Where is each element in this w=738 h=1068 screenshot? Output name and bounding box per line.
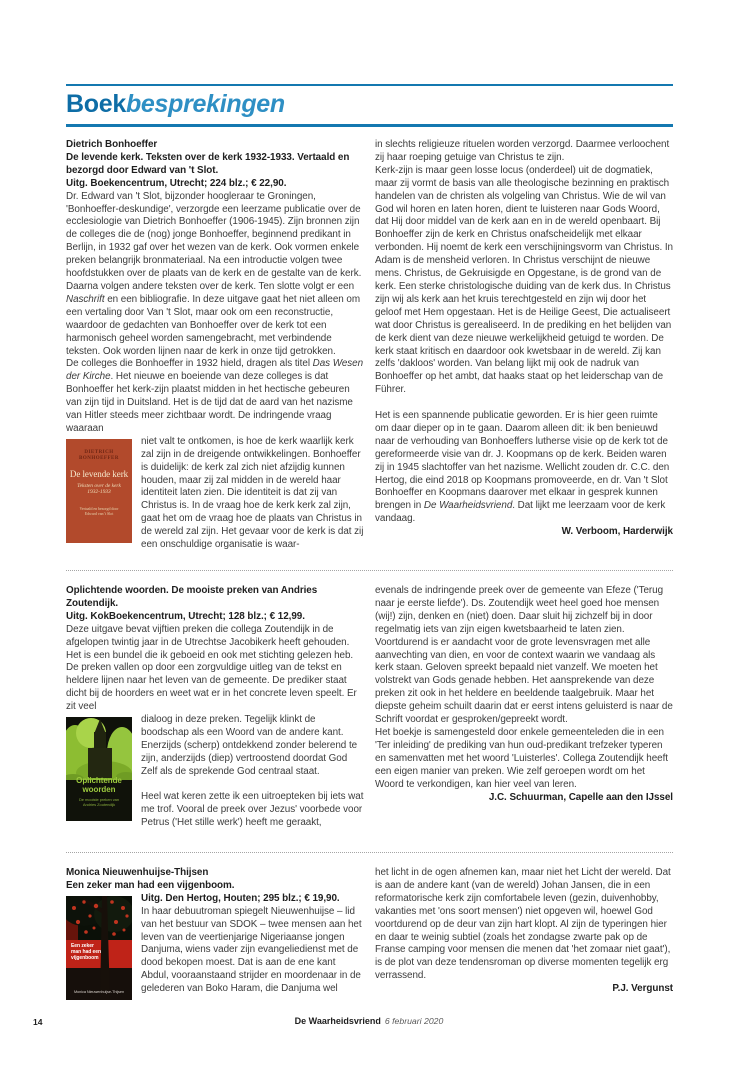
review-paragraph: niet valt te ontkomen, is hoe de kerk waarlijk kerk zal zijn in de dreigende ontwikkelingen. Bonhoeffer is duidelijk: de kerk zal zich niet afzijdig kunnen houden, maar zij zal midden in de wereld haar identiteit laten zien. Die identiteit is dat zij van Christus is. In de vraag hoe de kerk kerk zal zijn, gaat het om de vraag hoe de plaats van Christus in de wereld zal zijn. Het gevaar voor de kerk is dat zij een onschuldige organisatie is waar- (141, 435, 364, 551)
review-column-right (375, 867, 673, 1005)
page-content (66, 84, 673, 1005)
dotted-separator (66, 852, 673, 853)
reviewer-signature: P.J. Vergunst (612, 983, 673, 995)
review-zoutendijk (66, 585, 673, 839)
review-heading-line: De levende kerk. Teksten over de kerk 1932-1933. Vertaald en bezorgd door Edward van 't Slot. (66, 151, 350, 176)
cover-title: Oplichtende woorden (76, 776, 122, 794)
cover-title: Een zeker man had een vijgenboom (71, 942, 102, 961)
book-cover-de-levende-kerk (66, 439, 132, 543)
review-heading-line: Oplichtende woorden. De mooiste preken van Andries Zoutendijk. (66, 585, 318, 609)
review-column-left (66, 867, 364, 1005)
cover-title: De levende kerk (69, 468, 129, 479)
cover-text-block (66, 777, 132, 807)
review-paragraph: in slechts religieuze rituelen worden verzorgd. Daarmee verloochent zij haar roeping getuige van Christus te zijn. (375, 139, 670, 163)
issue-date: 6 februari 2020 (384, 1016, 444, 1026)
paragraph-gap (375, 397, 673, 410)
page-title-bold: Boek (66, 90, 126, 118)
reviewer-signature: J.C. Schuurman, Capelle aan den IJssel (488, 791, 673, 803)
cover-subtitle: De mooiste preken van Andries Zoutendijk (78, 797, 120, 808)
review-paragraph: dialoog in deze preken. Tegelijk klinkt de boodschap als een Woord van de andere kant. Enerzijds (scherp) ontdekkend zonder belerend te zijn, anderzijds (diep) vertroostend doordat God Zelf als de sprekende God centraal staat. (141, 714, 358, 777)
review-column-right (375, 585, 673, 839)
review-column-left (66, 139, 364, 557)
review-paragraph: De colleges die Bonhoeffer in 1932 hield, dragen als titel Das Wesen der Kirche. Het nieuwe en boeiende van deze colleges is dat Bonhoeffer het kerk-zijn plaatst midden in het hectische gebeuren van zijn tijd in Duitsland. Het is de tijd dat de aard van het nazisme van Hitler steeds meer zichtbaar wordt. De indringende vraag waaraan (66, 358, 364, 434)
review-bonhoeffer (66, 139, 673, 557)
review-paragraph: Heel wat keren zette ik een uitroepteken bij iets wat me trof. Vooral de preek over Jezus' voorbede voor Petrus ('Het stille werk') heeft me geraakt, (141, 791, 364, 829)
review-paragraph: Kerk-zijn is maar geen losse locus (onderdeel) uit de dogmatiek, maar zij vormt de basis van alle theologische bezinning en praktisch handelen van de christen als volgeling van Christus. Wie de wil van God wil horen en laten horen, dient te luisteren naar Gods Woord, dat Hij door middel van de kerk aan en in de wereld openbaart. Bij Bonhoeffer zijn de kerk en Christus onafscheidelijk met elkaar verbonden. Hij noemt de kerk een verschijningsvorm van Christus. In Adam is de mensheid verloren. In Christus verschijnt de nieuwe mens. Christus, de Gekruisigde en Opgestane, is de grond van de kerk. Een sterke christologische duiding van de kerk dus. In Christus zijn wij als kerk aan het kruis terechtgesteld en zijn wij door het geloof met Hem opgestaan. Het is de Heilige Geest, Die actualiseert wat door Christus is gerealiseerd. In de prediking en het belijden van de kerk dient van deze nieuwe werkelijkheid getuigd te worden. De kerk staat kritisch en daardoor ook kwetsbaar in de wereld. Zij kan zelfs 'dakloos' worden. Van belang lijkt mij ook de nadruk van Bonhoeffer op het ambt, dat haaks staat op het leiderschap van de Führer. (375, 164, 673, 396)
review-vijgenboom (66, 867, 673, 1005)
page-title (66, 91, 673, 118)
book-cover-vijgenboom (66, 896, 132, 1000)
cover-author-name: Monica Nieuwenhuijse-Thijsen (73, 989, 125, 994)
review-paragraph: Het boekje is samengesteld door enkele gemeenteleden die in een 'Ter inleiding' de prediking van hun oud-predikant trefzeker typeren en samenvatten met het woord 'Luisterles'. Collega Zoutendijk heeft een eigen manier van preken. Wie zelf geroepen wordt om het Woord te verkondigen, kan hier veel van leren. (375, 726, 668, 790)
page-footer (0, 1016, 738, 1036)
review-heading-line: Uitg. Den Hertog, Houten; 295 blz.; € 19,90. (141, 892, 340, 904)
review-heading-line: Monica Nieuwenhuijse-Thijsen (66, 867, 209, 878)
review-paragraph: In haar debuutroman spiegelt Nieuwenhuijse – lid van het bestuur van SDOK – twee mensen aan het leven van de veertienjarige Nigeriaanse jongen Danjuma, wiens vader zijn evangeliedienst met de dood bekopen moest. Dat is aan de ene kant Abdul, vooraanstaand strijder en moordenaar in de gelederen van Boko Haram, die Danjuma wel (141, 905, 362, 995)
dotted-separator (66, 570, 673, 571)
review-paragraph: Dr. Edward van 't Slot, bijzonder hoogleraar te Groningen, 'Bonhoeffer-deskundige', verzorgde een leerzame publicatie over de ecclesiologie van Dietrich Bonhoeffer (1906-1945). Zijn bronnen zijn de colleges die de (nog) jonge Bonhoeffer, beginnend predikant in Berlijn, in 1932 gaf over het wezen van de kerk. Ook vormen enkele preken belangrijk bronmateriaal. Na een introductie volgen twee hoofdstukken over de plaats van de kerk en de gestalte van de kerk. Daarna volgen andere teksten over de kerk. Ten slotte volgt er een Naschrift en een bibliografie. In deze uitgave gaat het niet alleen om een vertaling door Van 't Slot, maar ook om een reconstructie, waardoor de gedachten van Bonhoeffer over de kerk tot een harmonisch geheel worden samengebracht, met verbindende teksten. Ook worden lijnen naar de kerk in onze tijd getrokken. (66, 190, 362, 357)
review-heading-line: Uitg. Boekencentrum, Utrecht; 224 blz.; € 22,90. (66, 177, 287, 189)
review-paragraph: het licht in de ogen afnemen kan, maar niet het Licht der wereld. Dat is aan de andere kant (van de wereld) Johan Jansen, die in een reformatorische kerk zijn comfortabele leven (gezin, duivenhobby, vakanties met 'ons soort mensen') niet opgeven wil, hoewel God voortdurend op de deur van zijn hart klopt. Al zijn de typeringen hier en daar te weinig subtiel (zoals het zondagse zwarte pak op de Franse camping voor mensen die menen dat 'het zomaar niet gaat'), is de plot van deze tendensroman op diverse momenten tegelijk erg verrassend. (375, 867, 671, 982)
cover-translator-note: Vertaald en bezorgd door Edward van 't Slot (79, 505, 119, 517)
review-heading-line: Dietrich Bonhoeffer (66, 139, 158, 150)
page-number: 14 (33, 1017, 43, 1027)
section-masthead (66, 84, 673, 127)
review-column-left (66, 585, 364, 839)
publication-name: De Waarheidsvriend (294, 1016, 381, 1026)
footer-center (0, 1016, 738, 1026)
church-tower-silhouette (94, 732, 106, 750)
review-paragraph: Deze uitgave bevat vijftien preken die collega Zoutendijk in de afgelopen twintig jaar in de Utrechtse Jacobikerk heeft gehouden. Het is een bundel die ik geboeid en ook met stichting gelezen heb. De preken vallen op door een zorgvuldige uitleg van de tekst en heldere lijnen naar het leven van de gemeente. De prediker staat dicht bij de hoorders en weet wat er in het concrete leven speelt. Er zit veel (66, 623, 357, 713)
review-paragraph: evenals de indringende preek over de gemeente van Efeze ('Terug naar je eerste liefde'). Ds. Zoutendijk weet heel goed hoe mensen (wij!) zijn, denken en (niet) doen. Daar sluit hij zichzelf bij in door regelmatig iets van zijn eigen kwetsbaarheid te laten zien. Voortdurend is er aandacht voor de grote levensvragen met alle aanvechting van dien, en voor de context waarin we vandaag als kerk staan. Geloven spreekt bepaald niet vanzelf. We moeten het volstrekt van Gods genade hebben. Het aansprekende van deze preken zit ook in het heldere en beeldende taalgebruik. Maar het diepste geheim schuilt daarin dat er eerst intens geluisterd is naar de Schrift voordat er gesproken/gepreekt wordt. (375, 585, 673, 726)
reviewer-signature: W. Verboom, Harderwijk (561, 526, 673, 538)
cover-author-name: DIETRICH BONHOEFFER (78, 449, 119, 461)
masthead-rule-top (66, 84, 673, 86)
cover-subtitle: Teksten over de kerk 1932-1933 (77, 482, 121, 496)
page-title-italic: besprekingen (125, 90, 285, 118)
review-heading-line: Uitg. KokBoekencentrum, Utrecht; 128 blz.; € 12,99. (66, 610, 305, 622)
masthead-rule-bottom (66, 124, 673, 127)
review-paragraph: Het is een spannende publicatie geworden. Er is hier geen ruimte om daar dieper op in te gaan. Daarom alleen dit: ik ben benieuwd naar de verhouding van Bonhoeffers lutherse visie op de kerk tot de gereformeerde visie van dr. J. Koopmans op de kerk. Beiden waren zij in 1945 slachtoffer van het nazisme. Wellicht zouden dr. C.C. den Hertog, die eind 2018 op Koopmans promoveerde, en dr. Van 't Slot Bonhoeffer en Koopmans daarover met elkaar in gesprek kunnen brengen in De Waarheidsvriend. Dat lijkt me leerzaam voor de kerk vandaag. (375, 410, 670, 525)
book-cover-oplichtende-woorden (66, 717, 132, 821)
review-column-right (375, 139, 673, 557)
review-heading-line: Een zeker man had een vijgenboom. (66, 879, 235, 891)
